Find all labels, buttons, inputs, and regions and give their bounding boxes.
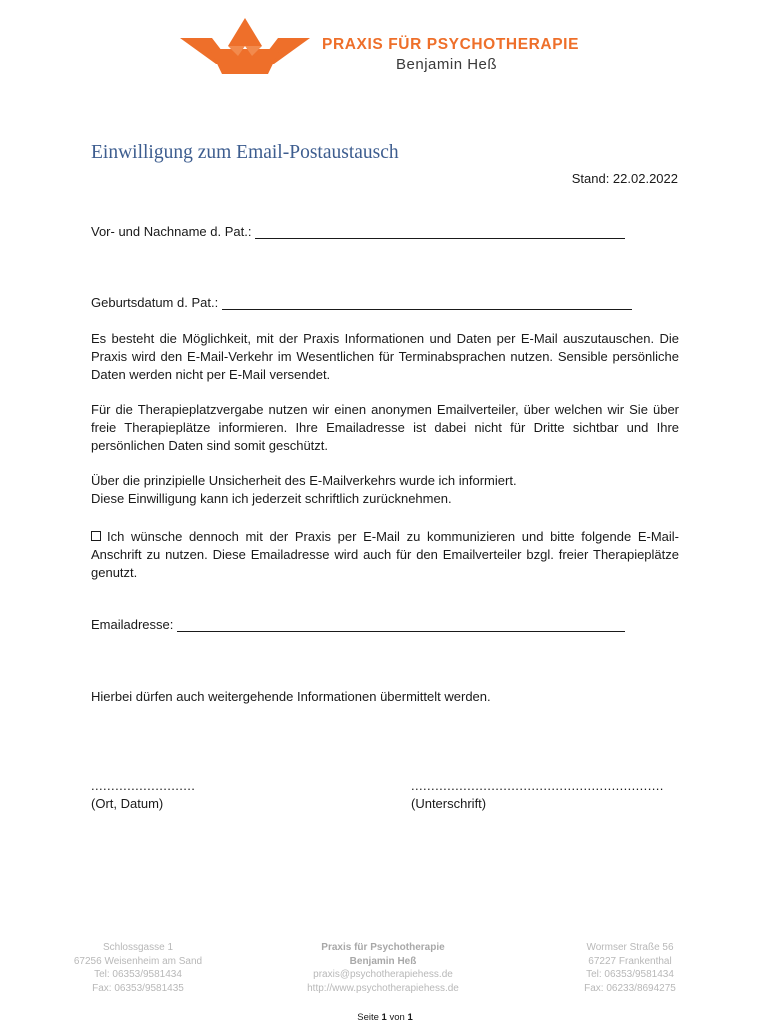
birthdate-line[interactable] (222, 296, 632, 310)
info-line-risk: Über die prinzipielle Unsicherheit des E-Mailverkehrs wurde ich informiert. (91, 473, 517, 488)
patient-name-line[interactable] (255, 225, 625, 239)
consent-paragraph (91, 528, 679, 582)
footer-right-city: 67227 Frankenthal (588, 955, 672, 967)
page-prefix: Seite (357, 1012, 379, 1023)
email-line[interactable] (177, 618, 625, 632)
birthdate-field[interactable] (91, 295, 632, 310)
info-paragraph-3 (91, 472, 679, 508)
footer-left-street: Schlossgasse 1 (102, 942, 174, 953)
signature-line[interactable]: ............................................................... (411, 778, 664, 793)
consent-text: Ich wünsche dennoch mit der Praxis per E-Mail zu kommunizieren und bitte folgende E-Mail-Anschrift zu nutzen. Diese Emailadresse wird auch für den Emailverteiler bzgl. freier Therapieplätze genutzt. (91, 529, 679, 580)
footer-email-link[interactable]: praxis@psychotherapiehess.de (313, 969, 453, 980)
patient-name-label: Vor- und Nachname d. Pat.: (91, 224, 252, 239)
patient-name-field[interactable] (91, 224, 625, 239)
document-date: Stand: 22.02.2022 (571, 171, 678, 186)
birthdate-label: Geburtsdatum d. Pat.: (91, 295, 219, 310)
footer-address-left (58, 941, 218, 995)
email-field[interactable] (91, 617, 625, 632)
page-total: 1 (407, 1012, 413, 1023)
footer-left-fax: Fax: 06353/9581435 (92, 982, 184, 994)
footer-practice-name: Praxis für Psychotherapie (321, 942, 445, 953)
footer-practice-owner: Benjamin Heß (349, 955, 417, 967)
info-paragraph-2: Für die Therapieplatzvergabe nutzen wir einen anonymen Emailverteiler, über welchen wir Sie über freie Therapieplätze informieren. Ihre Emailadresse ist dabei nicht für Dritte sichtbar und Ihre persönlichen Daten sind somit geschützt. (91, 402, 679, 453)
paper-boat-icon (180, 16, 310, 76)
footer-left-phone: Tel: 06353/9581434 (94, 969, 182, 980)
footer-right-phone: Tel: 06353/9581434 (586, 969, 674, 980)
signature-label: (Unterschrift) (411, 796, 487, 811)
footer-address-right (560, 941, 700, 995)
footer-website-link[interactable]: http://www.psychotherapiehess.de (307, 982, 459, 994)
info-line-revoke: Diese Einwilligung kann ich jederzeit schriftlich zurücknehmen. (91, 491, 452, 506)
page-current: 1 (381, 1012, 387, 1023)
footer-right-fax: Fax: 06233/8694275 (584, 982, 676, 994)
brand-subtitle: Benjamin Heß (396, 56, 498, 73)
place-date-label: (Ort, Datum) (91, 796, 164, 811)
document-title: Einwilligung zum Email-Postaustausch (91, 142, 399, 163)
email-label: Emailadresse: (91, 617, 174, 632)
footer-practice-center (283, 941, 483, 995)
consent-checkbox[interactable] (91, 531, 101, 541)
further-info-text: Hierbei dürfen auch weitergehende Informationen übermittelt werden. (91, 689, 491, 704)
info-paragraph-1: Es besteht die Möglichkeit, mit der Praxis Informationen und Daten per E-Mail auszutauschen. Die Praxis wird den E-Mail-Verkehr im Wesentlichen für Terminabsprachen nutzen. Sensible persönliche Daten werden nicht per E-Mail versendet. (91, 331, 679, 382)
page-of: von (389, 1012, 405, 1023)
brand-title: PRAXIS FÜR PSYCHOTHERAPIE (322, 36, 580, 53)
page-number (0, 1012, 770, 1023)
footer-left-city: 67256 Weisenheim am Sand (73, 955, 203, 967)
place-date-line[interactable]: .......................... (91, 778, 196, 793)
footer-right-street: Wormser Straße 56 (586, 942, 674, 953)
